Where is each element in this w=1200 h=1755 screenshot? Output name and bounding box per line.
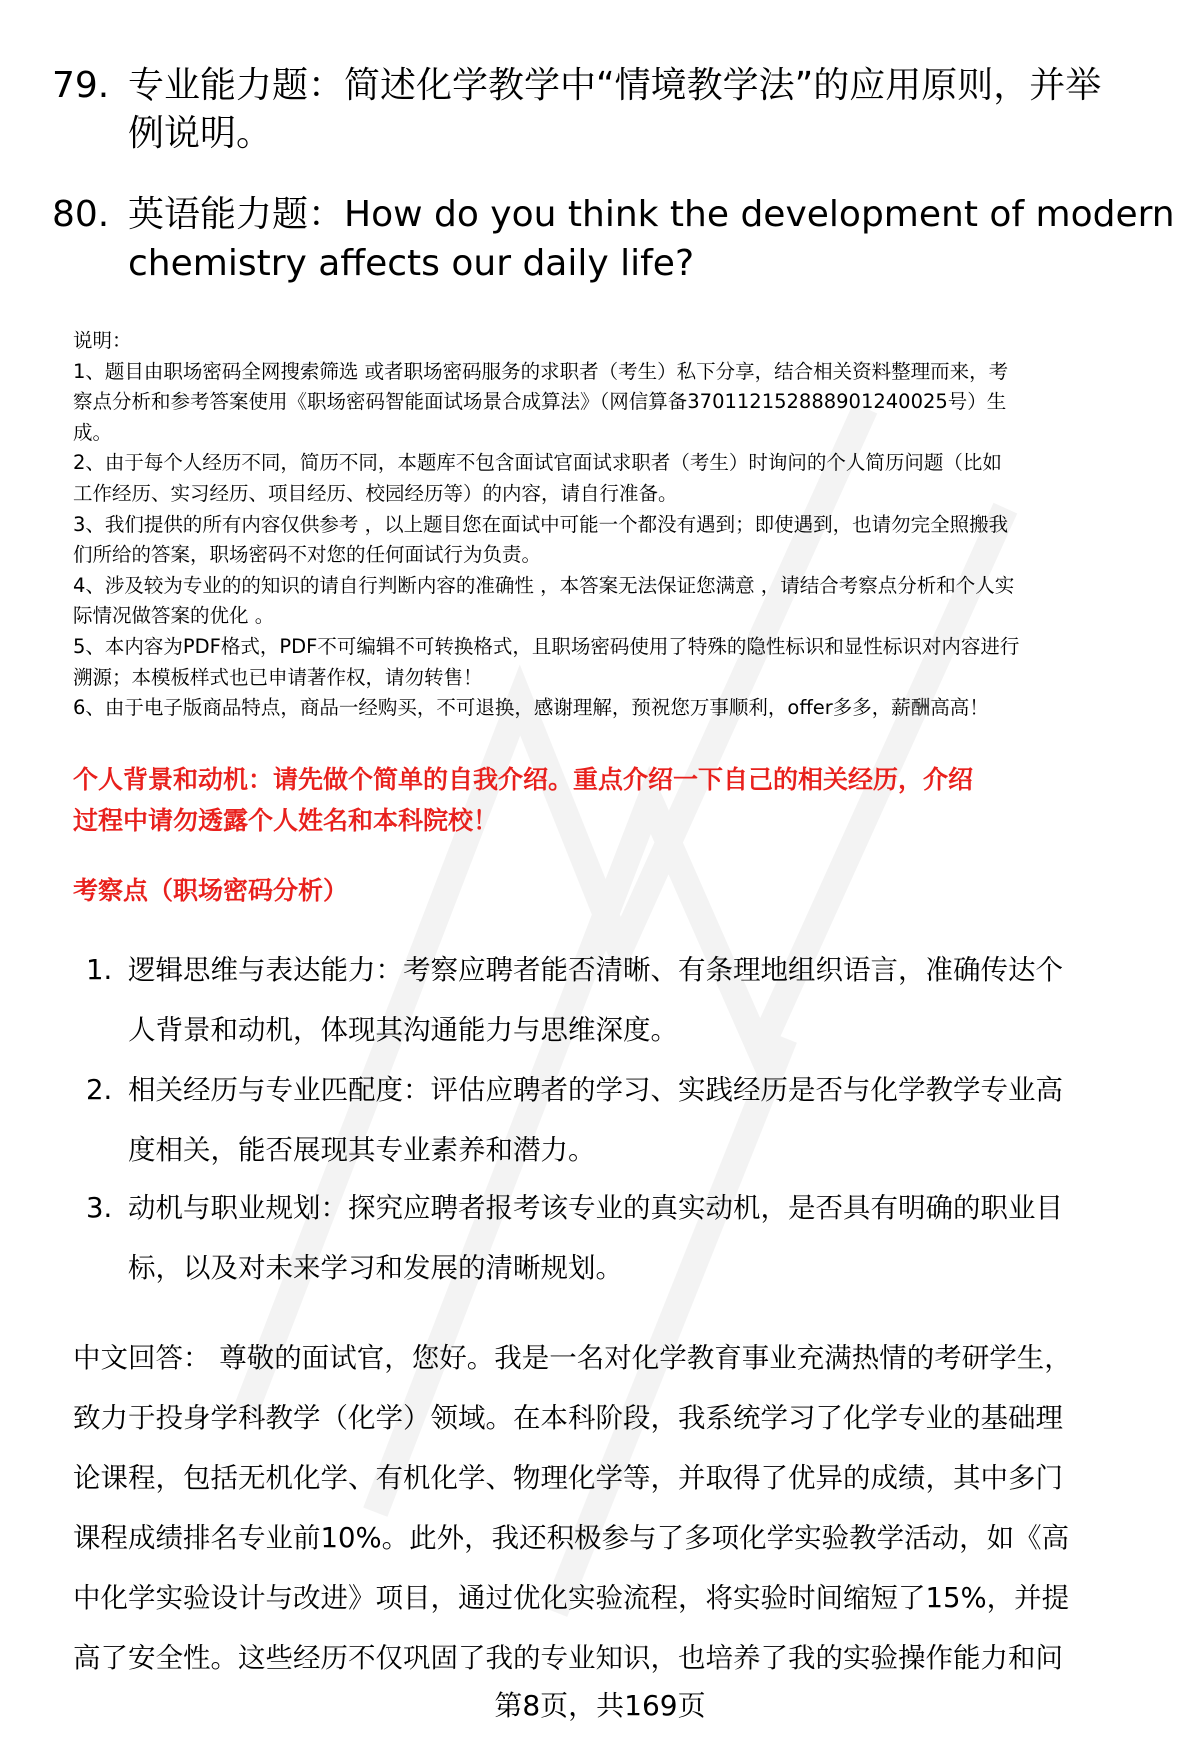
question-text: 专业能力题：简述化学教学中“情境教学法”的应用原则，并举	[128, 65, 1102, 106]
question-number: 79.	[52, 65, 110, 106]
note-line: 6、由于电子版商品特点，商品一经购买，不可退换，感谢理解，预祝您万事顺利，offer多多，薪酬高高！	[73, 696, 989, 720]
note-line: 们所给的答案，职场密码不对您的任何面试行为负责。	[73, 543, 542, 567]
note-line: 溯源；本模板样式也已申请著作权，请勿转售！	[73, 665, 483, 689]
note-line: 5、本内容为PDF格式，PDF不可编辑不可转换格式，且职场密码使用了特殊的隐性标识和显性标识对内容进行	[73, 635, 1020, 658]
list-number: 1.	[86, 954, 113, 986]
question-text: 例说明。	[128, 113, 273, 154]
list-number: 3.	[86, 1192, 113, 1224]
note-line: 3、我们提供的所有内容仅供参考 ，以上题目您在面试中可能一个都没有遇到；即使遇到，也请勿完全照搬我	[73, 512, 1009, 536]
question-number: 80.	[52, 194, 110, 235]
answer-line: 高了安全性。这些经历不仅巩固了我的专业知识，也培养了我的实验操作能力和问	[73, 1642, 1063, 1674]
question-heading: 过程中请勿透露个人姓名和本科院校！	[73, 806, 499, 835]
note-line: 1、题目由职场密码全网搜索筛选 或者职场密码服务的求职者（考生）私下分享，结合相关资料整理而来，考	[73, 359, 1009, 383]
note-line: 2、由于每个人经历不同，简历不同，本题库不包含面试官面试求职者（考生）时询问的个人简历问题（比如	[73, 451, 1002, 475]
answer-line: 致力于投身学科教学（化学）领域。在本科阶段，我系统学习了化学专业的基础理	[73, 1402, 1063, 1434]
note-line: 工作经历、实习经历、项目经历、校园经历等）的内容，请自行准备。	[73, 482, 678, 505]
list-number: 2.	[86, 1074, 113, 1106]
answer-line: 课程成绩排名专业前10%。此外，我还积极参与了多项化学实验教学活动，如《高	[73, 1522, 1070, 1554]
note-line: 4、涉及较为专业的的知识的请自行判断内容的准确性 ，本答案无法保证您满意 ，请结合考察点分析和个人实	[73, 573, 1015, 597]
list-item-text: 逻辑思维与表达能力：考察应聘者能否清晰、有条理地组织语言，准确传达个	[128, 954, 1063, 986]
note-line: 际情况做答案的优化 。	[73, 604, 275, 628]
question-text: chemistry affects our daily life?	[128, 243, 695, 284]
list-item-text: 度相关，能否展现其专业素养和潜力。	[128, 1134, 596, 1166]
page-footer: 第8页，共169页	[494, 1689, 706, 1722]
list-item-text: 标，以及对未来学习和发展的清晰规划。	[128, 1252, 623, 1284]
list-item-text: 动机与职业规划：探究应聘者报考该专业的真实动机，是否具有明确的职业目	[128, 1192, 1063, 1224]
analysis-heading: 考察点（职场密码分析）	[73, 876, 349, 905]
question-heading: 个人背景和动机：请先做个简单的自我介绍。重点介绍一下自己的相关经历，介绍	[73, 765, 974, 794]
note-line: 察点分析和参考答案使用《职场密码智能面试场景合成算法》（网信算备370112152888901240025号）生	[73, 390, 1007, 414]
answer-line: 论课程，包括无机化学、有机化学、物理化学等，并取得了优异的成绩，其中多门	[73, 1462, 1063, 1494]
answer-line: 中文回答： 尊敬的面试官，您好。我是一名对化学教育事业充满热情的考研学生，	[73, 1342, 1072, 1374]
list-item-text: 人背景和动机，体现其沟通能力与思维深度。	[128, 1014, 678, 1046]
note-line: 说明：	[73, 329, 132, 352]
note-line: 成。	[73, 420, 113, 444]
answer-line: 中化学实验设计与改进》项目，通过优化实验流程，将实验时间缩短了15%，并提	[73, 1582, 1070, 1614]
list-item-text: 相关经历与专业匹配度：评估应聘者的学习、实践经历是否与化学教学专业高	[128, 1074, 1063, 1106]
question-text: 英语能力题：How do you think the development of modern	[128, 194, 1175, 235]
